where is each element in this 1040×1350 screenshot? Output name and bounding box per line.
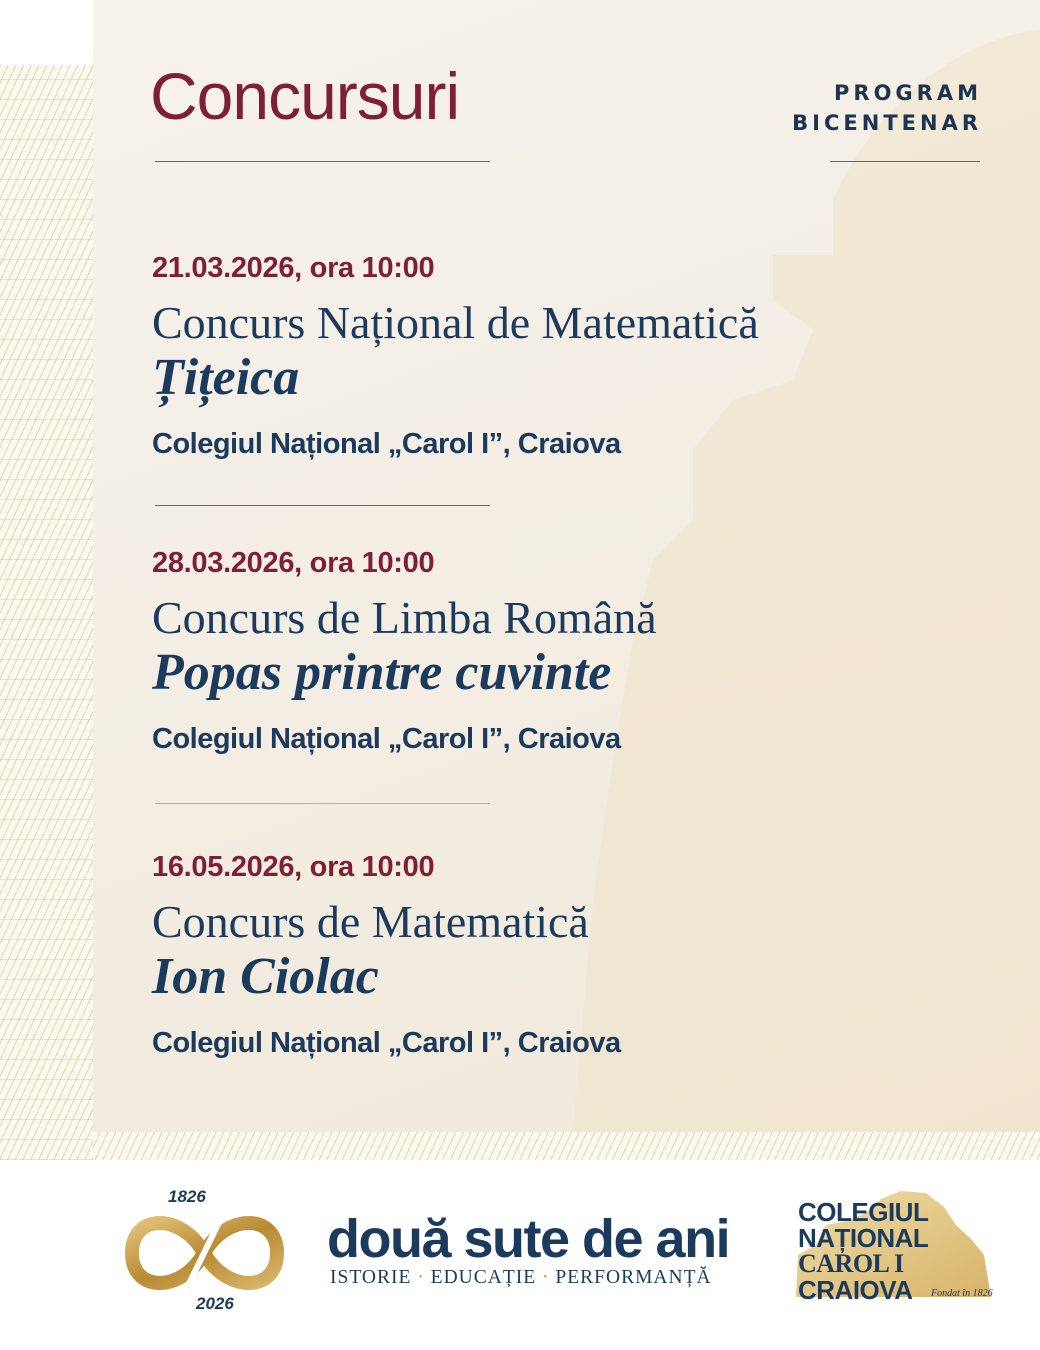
brand-subtitle [330, 1267, 712, 1289]
brand-sub-word: ISTORIE [330, 1267, 412, 1288]
page-title: Concursuri [150, 59, 460, 133]
separator-dot: · [417, 1267, 425, 1288]
school-founded: Fondat în 1826 [931, 1288, 993, 1299]
school-name-line: CRAIOVA [798, 1275, 913, 1305]
event-date: 21.03.2026, ora 10:00 [152, 252, 435, 284]
title-divider [155, 161, 490, 162]
brand-sub-word: EDUCAȚIE [430, 1267, 537, 1288]
event-date: 16.05.2026, ora 10:00 [152, 851, 435, 883]
event-name: Ion Ciolac [152, 948, 379, 1005]
event-item [152, 251, 912, 461]
school-name-line: COLEGIUL [798, 1197, 929, 1227]
school-logo [786, 1185, 1001, 1305]
year-start: 1826 [168, 1187, 206, 1206]
event-type: Concurs de Limba Română [152, 592, 657, 643]
event-name: Popas printre cuvinte [152, 644, 612, 701]
event-place: Colegiul Național „Carol I”, Craiova [152, 723, 621, 755]
event-place: Colegiul Național „Carol I”, Craiova [152, 1027, 621, 1059]
event-divider [155, 803, 490, 804]
event-type: Concurs de Matematică [152, 896, 589, 947]
event-name: Țițeica [152, 349, 300, 406]
tag-divider [830, 161, 980, 162]
school-name-line: CAROL I [798, 1249, 904, 1278]
program-tag-line2: BICENTENAR [792, 111, 982, 135]
event-date: 28.03.2026, ora 10:00 [152, 547, 435, 579]
event-item [152, 850, 912, 1060]
brand-title: două sute de ani [327, 1209, 730, 1269]
school-name-line: NAȚIONAL [798, 1223, 929, 1253]
event-divider [155, 505, 490, 506]
year-end: 2026 [196, 1294, 234, 1313]
decorative-pattern-bottom [93, 1130, 1040, 1160]
decorative-pattern-left [0, 65, 93, 1280]
brand-sub-word: PERFORMANȚĂ [555, 1267, 712, 1288]
event-place: Colegiul Național „Carol I”, Craiova [152, 428, 621, 460]
program-tag-line1: PROGRAM [834, 81, 982, 105]
event-item [152, 546, 912, 756]
event-type: Concurs Național de Matematică [152, 297, 759, 348]
separator-dot: · [542, 1267, 550, 1288]
program-tag [792, 78, 982, 138]
